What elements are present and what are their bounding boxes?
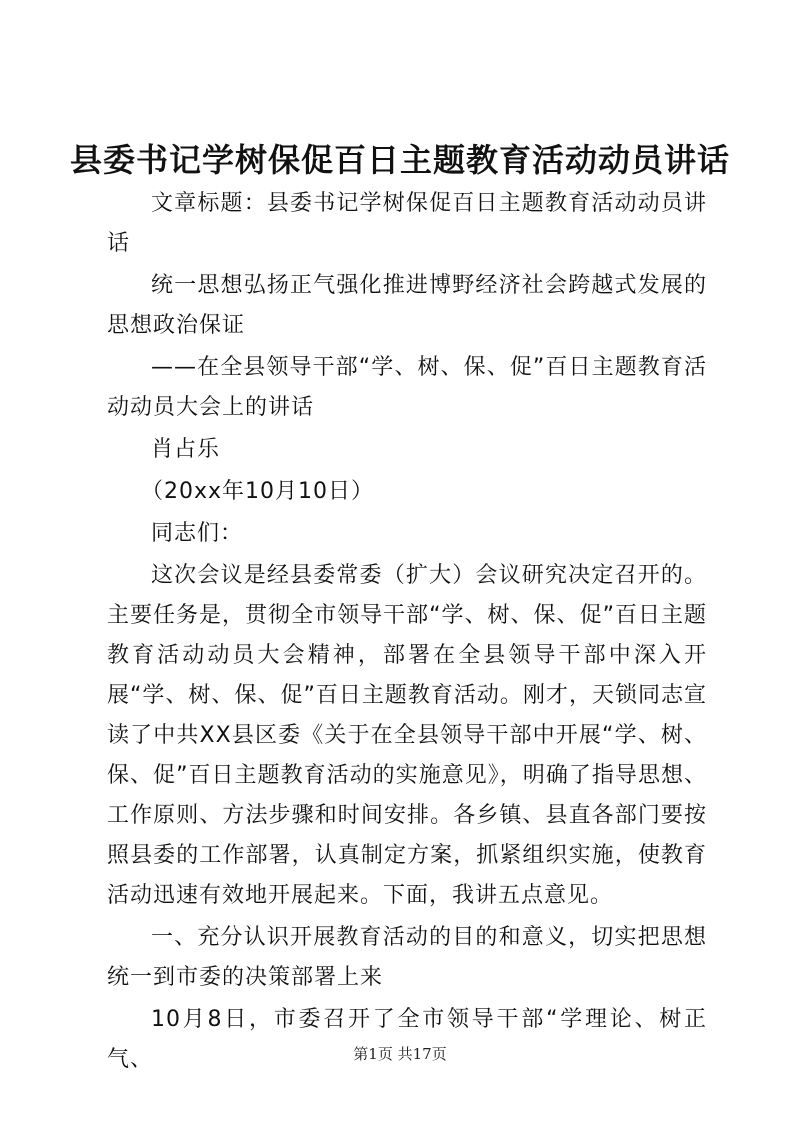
speech-subtitle: ——在全县领导干部“学、树、保、促”百日主题教育活动动员大会上的讲话	[107, 355, 707, 420]
body-paragraph: 这次会议是经县委常委（扩大）会议研究决定召开的。主要任务是，贯彻全市领导干部“学、树、保、促”百日主题教育活动动员大会精神，部署在全县领导干部中深入开展“学、树、保、促”百日主题教育活动。刚才，天锁同志宣读了中共XX县区委《关于在全县领导干部中开展“学、树、保、促”百日主题教育活动的实施意见》，明确了指导思想、工作原则、方法步骤和时间安排。各乡镇、县直各部门要按照县委的工作部署，认真制定方案，抓紧组织实施，使教育活动迅速有效地开展起来。下面，我讲五点意见。	[107, 563, 707, 908]
document-title: 县委书记学树保促百日主题教育活动动员讲话	[69, 141, 730, 179]
salutation: 同志们：	[151, 521, 244, 546]
section-heading: 一、充分认识开展教育活动的目的和意义，切实把思想统一到市委的决策部署上来	[107, 925, 707, 990]
document-body	[107, 184, 707, 1082]
body-paragraph: 10月8日，市委召开了全市领导干部“学理论、树正气、	[107, 1007, 707, 1072]
article-title-line: 文章标题：县委书记学树保促百日主题教育活动动员讲话	[107, 191, 707, 256]
page-number: 第1页 共17页	[353, 1045, 447, 1063]
speech-main-title: 统一思想弘扬正气强化推进博野经济社会跨越式发展的思想政治保证	[107, 273, 707, 338]
speech-date: （20xx年10月10日）	[141, 479, 375, 504]
speaker-name: 肖占乐	[151, 437, 221, 462]
